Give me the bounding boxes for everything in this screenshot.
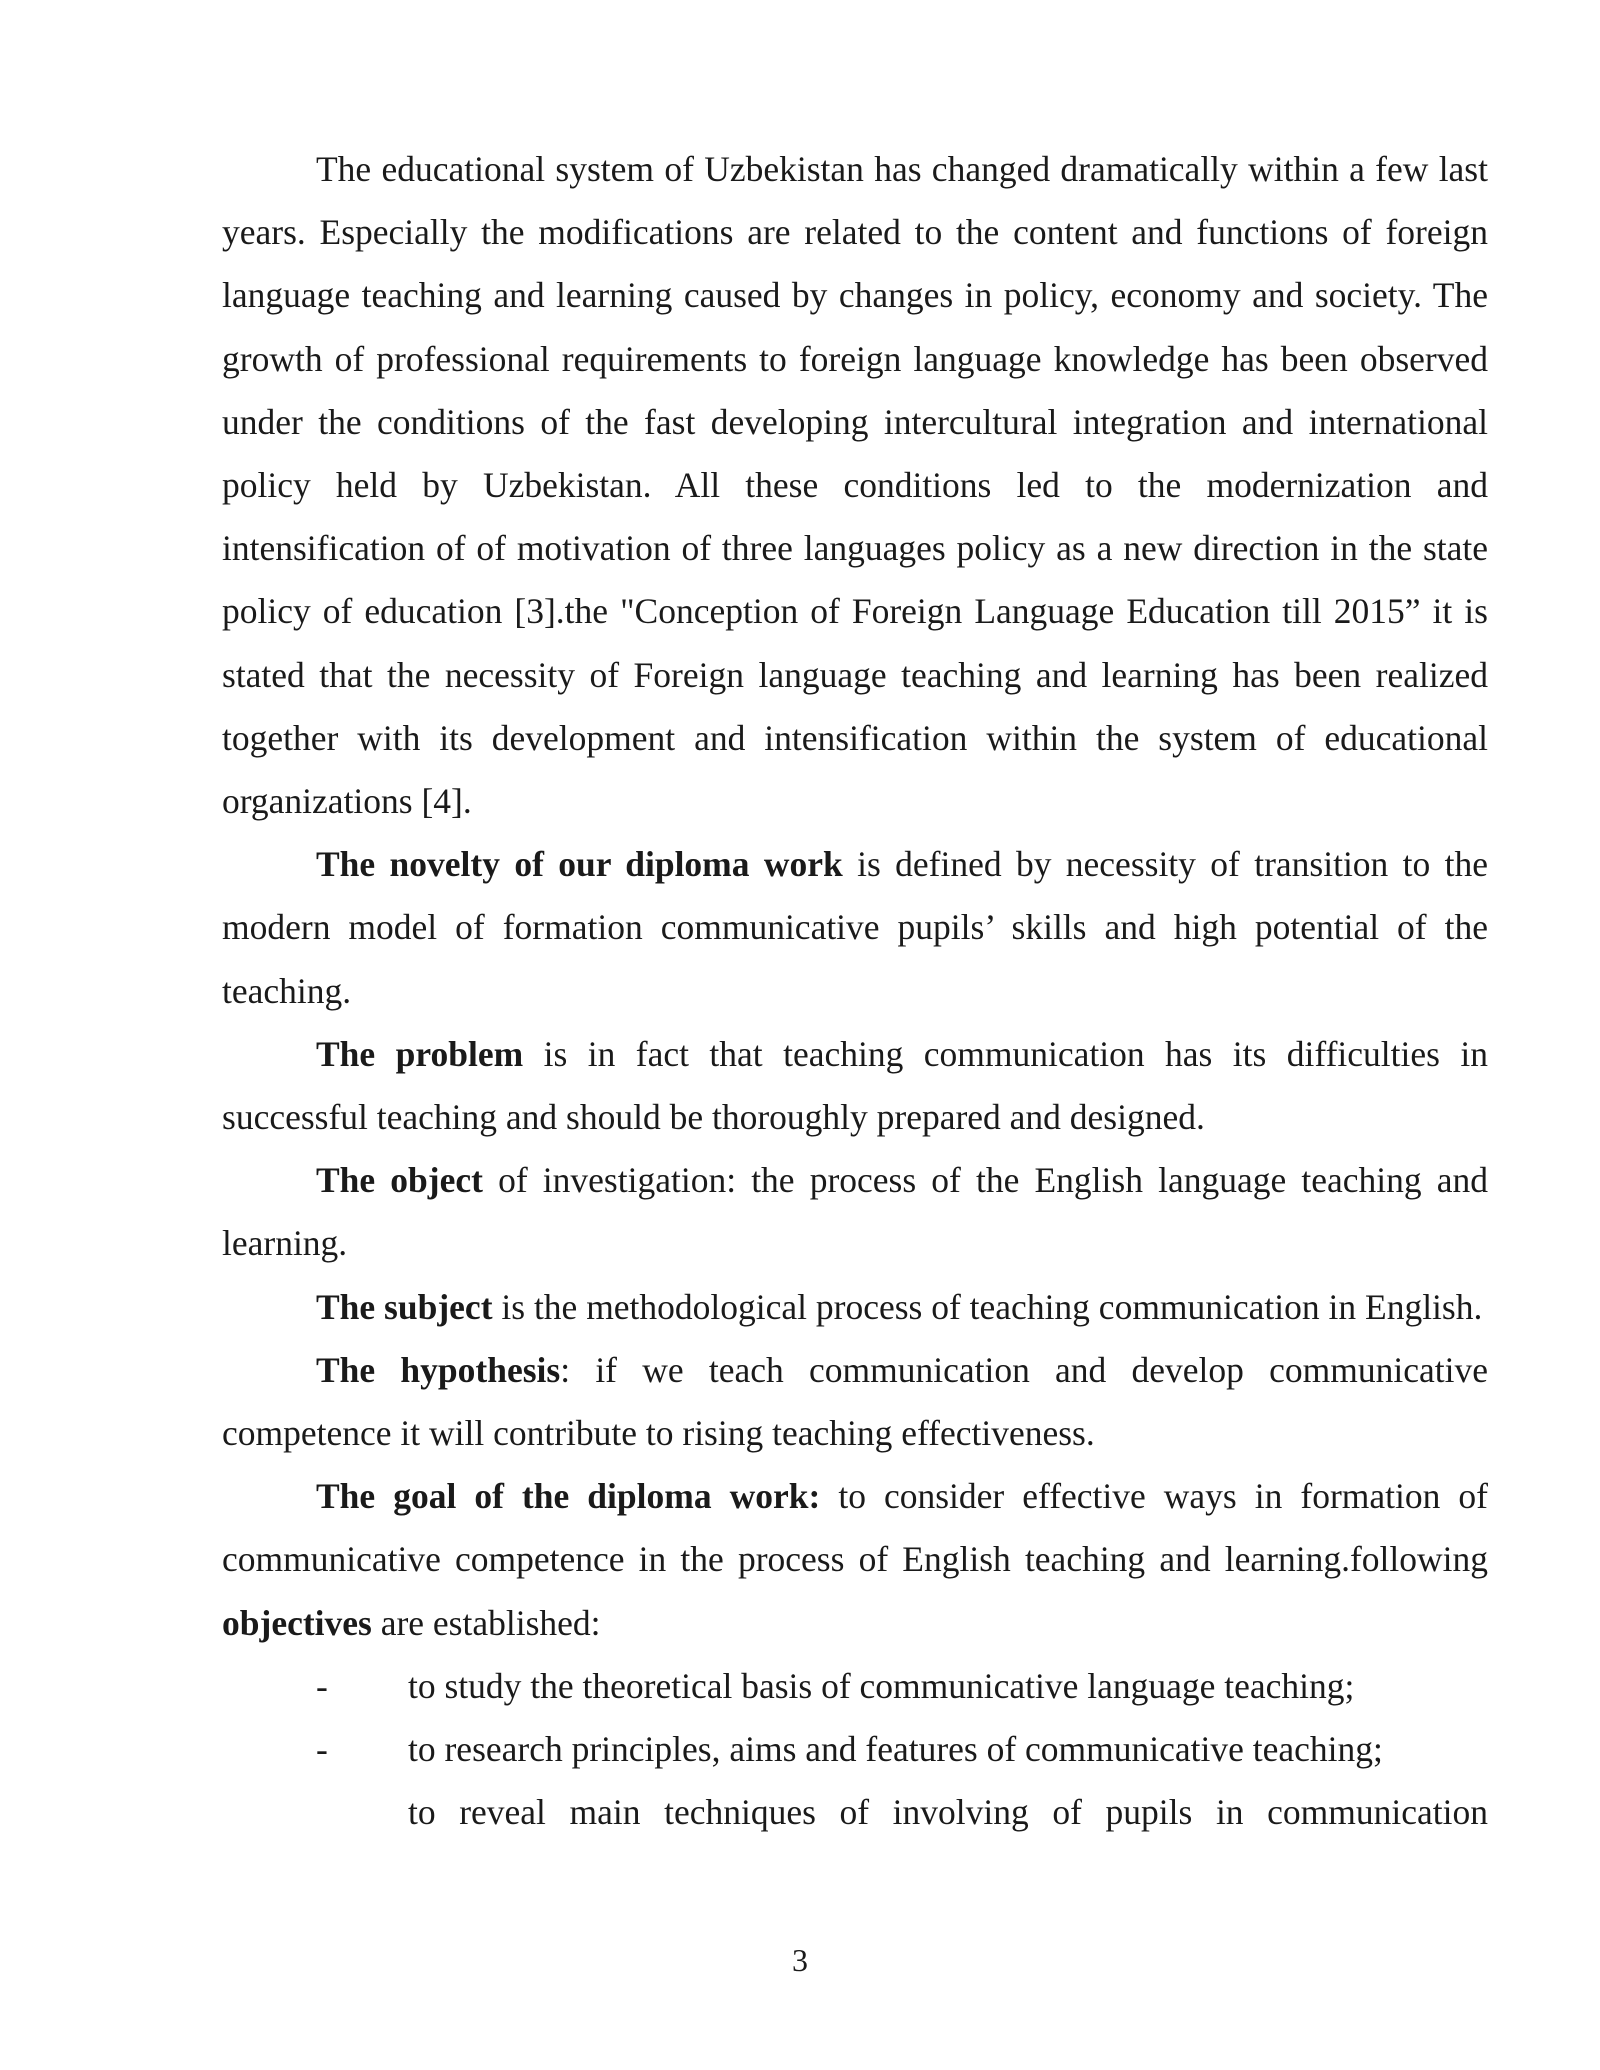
objectives-list [222, 1655, 1488, 1845]
object-heading: The object [316, 1160, 483, 1201]
list-item [222, 1718, 1488, 1781]
problem-paragraph [222, 1023, 1488, 1149]
hypothesis-text: : if we teach communication and develop communicative competence it will contribute to rising teaching effectiveness. [222, 1349, 1488, 1454]
goal-heading: The goal of the diploma work: [316, 1476, 821, 1517]
page-number: 3 [792, 1942, 808, 1978]
list-item-text: to study the theoretical basis of communicative language teaching; [408, 1665, 1355, 1706]
intro-paragraph: The educational system of Uzbekistan has changed dramatically within a few last years. Especially the modifications are related to the content and functions of foreign language teaching and learning caused by changes in policy, economy and society. The growth of professional requirements to foreign language knowledge has been observed under the conditions of the fast developing intercultural integration and international policy held by Uzbekistan. All these conditions led to the modernization and intensification of of motivation of three languages policy as a new direction in the state policy of education [3].the "Conception of Foreign Language Education till 2015” it is stated that the necessity of Foreign language teaching and learning has been realized together with its development and intensification within the system of educational organizations [4]. [222, 149, 1488, 822]
list-dash: - [316, 1729, 328, 1770]
problem-heading: The problem [316, 1033, 524, 1074]
list-item [222, 1781, 1488, 1844]
hypothesis-heading: The hypothesis [316, 1349, 561, 1390]
document-page [222, 138, 1488, 1844]
goal-text-end: are established: [371, 1602, 601, 1643]
novelty-paragraph [222, 833, 1488, 1023]
object-paragraph [222, 1149, 1488, 1275]
list-item-text: to research principles, aims and features of communicative teaching; [408, 1729, 1383, 1770]
novelty-heading: The novelty of our diploma work [316, 844, 843, 885]
subject-heading: The subject [316, 1286, 493, 1327]
hypothesis-paragraph [222, 1339, 1488, 1465]
list-item-text: to reveal main techniques of involving of pupils in communication [408, 1792, 1488, 1833]
problem-text: is in fact that teaching communication has its difficulties in successful teaching and should be thoroughly prepared and designed. [222, 1033, 1488, 1138]
goal-text: to consider effective ways in formation of communicative competence in the process of English teaching and learning.following [222, 1476, 1488, 1580]
subject-paragraph [222, 1276, 1488, 1339]
subject-text: is the methodological process of teaching communication in English. [492, 1286, 1483, 1327]
objectives-keyword: objectives [222, 1602, 372, 1643]
goal-paragraph [222, 1465, 1488, 1655]
list-item [222, 1655, 1488, 1718]
object-text: of investigation: the process of the English language teaching and learning. [222, 1160, 1488, 1264]
novelty-text: is defined by necessity of transition to the modern model of formation communicative pupils’ skills and high potential of the teaching. [222, 844, 1488, 1011]
list-dash: - [316, 1665, 328, 1706]
